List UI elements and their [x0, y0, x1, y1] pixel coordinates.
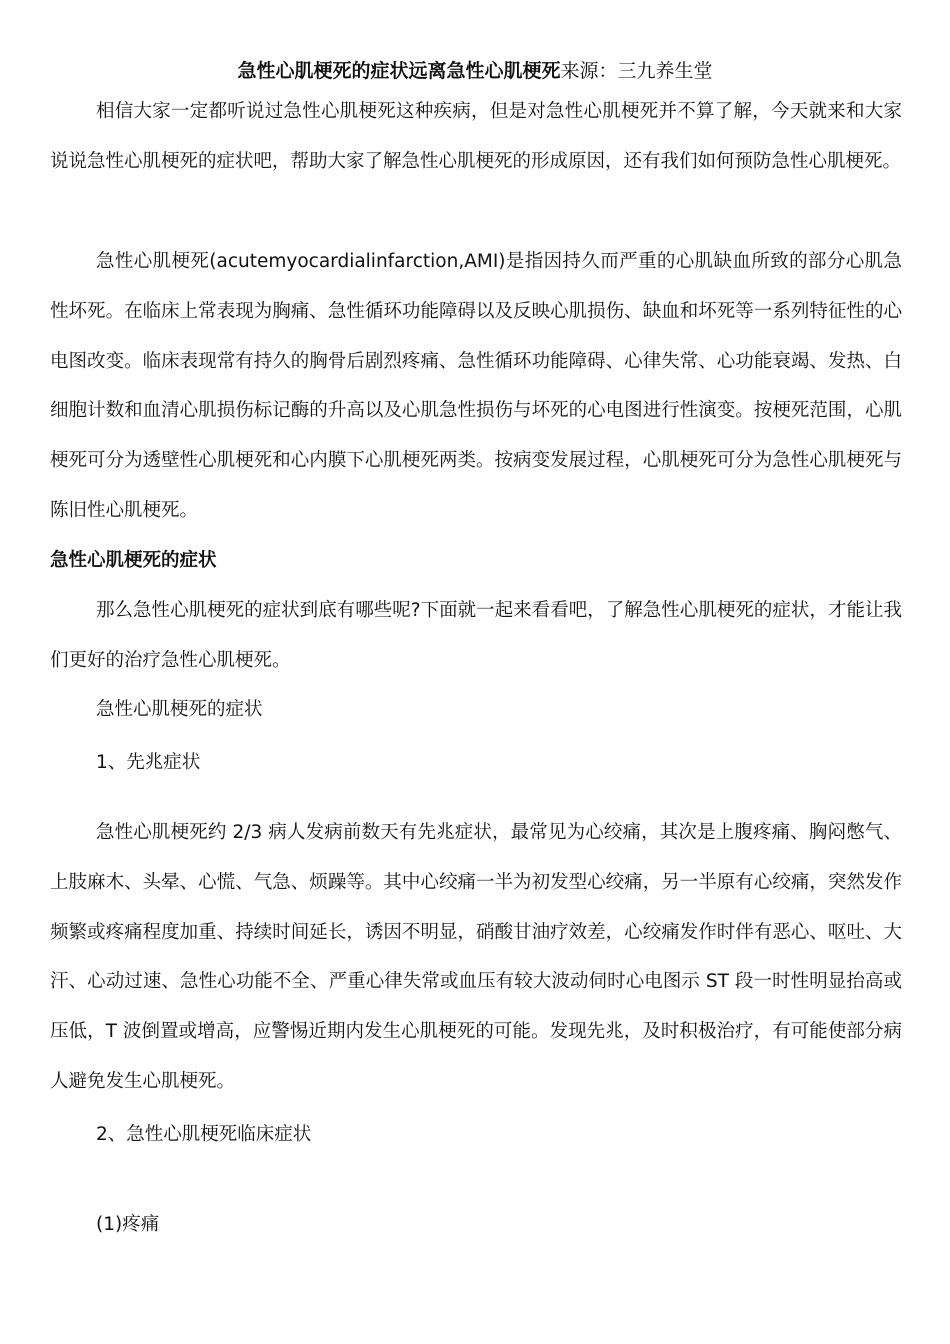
subtitle-line: 急性心肌梗死的症状 — [96, 699, 263, 720]
item2-subtitle: (1)疼痛 — [96, 1214, 160, 1235]
title-main: 急性心肌梗死的症状远离急性心肌梗死 — [237, 60, 561, 82]
section-intro-paragraph: 那么急性心肌梗死的症状到底有哪些呢?下面就一起来看看吧，了解急性心肌梗死的症状，才能让我们更好的治疗急性心肌梗死。 — [50, 600, 902, 671]
definition-paragraph: 急性心肌梗死(acutemyocardialinfarction,AMI)是指因持久而严重的心肌缺血所致的部分心肌急性坏死。在临床上常表现为胸痛、急性循环功能障碍以及反映心肌损伤、缺血和坏死等一系列特征性的心电图改变。临床表现常有持久的胸骨后剧烈疼痛、急性循环功能障碍、心律失常、心功能衰竭、发热、白细胞计数和血清心肌损伤标记酶的升高以及心肌急性损伤与坏死的心电图进行性演变。按梗死范围，心肌梗死可分为透壁性心肌梗死和心内膜下心肌梗死两类。按病变发展过程，心肌梗死可分为急性心肌梗死与陈旧性心肌梗死。 — [50, 251, 902, 521]
item2-title: 2、急性心肌梗死临床症状 — [96, 1124, 312, 1145]
title-source: 来源：三九养生堂 — [560, 60, 713, 82]
intro-paragraph: 相信大家一定都听说过急性心肌梗死这种疾病，但是对急性心肌梗死并不算了解，今天就来和大家说说急性心肌梗死的症状吧，帮助大家了解急性心肌梗死的形成原因，还有我们如何预防急性心肌梗死。 — [50, 101, 902, 172]
document-title — [0, 58, 950, 84]
section-heading: 急性心肌梗死的症状 — [50, 550, 217, 571]
item1-title: 1、先兆症状 — [96, 752, 201, 773]
item1-paragraph: 急性心肌梗死约 2/3 病人发病前数天有先兆症状，最常见为心绞痛，其次是上腹疼痛、胸闷憋气、上肢麻木、头晕、心慌、气急、烦躁等。其中心绞痛一半为初发型心绞痛，另一半原有心绞痛，突然发作频繁或疼痛程度加重、持续时间延长，诱因不明显，硝酸甘油疗效差，心绞痛发作时伴有恶心、呕吐、大汗、心动过速、急性心功能不全、严重心律失常或血压有较大波动伺时心电图示 ST 段一时性明显抬高或压低，T 波倒置或增高，应警惕近期内发生心肌梗死的可能。发现先兆，及时积极治疗，有可能使部分病人避免发生心肌梗死。 — [50, 822, 902, 1092]
